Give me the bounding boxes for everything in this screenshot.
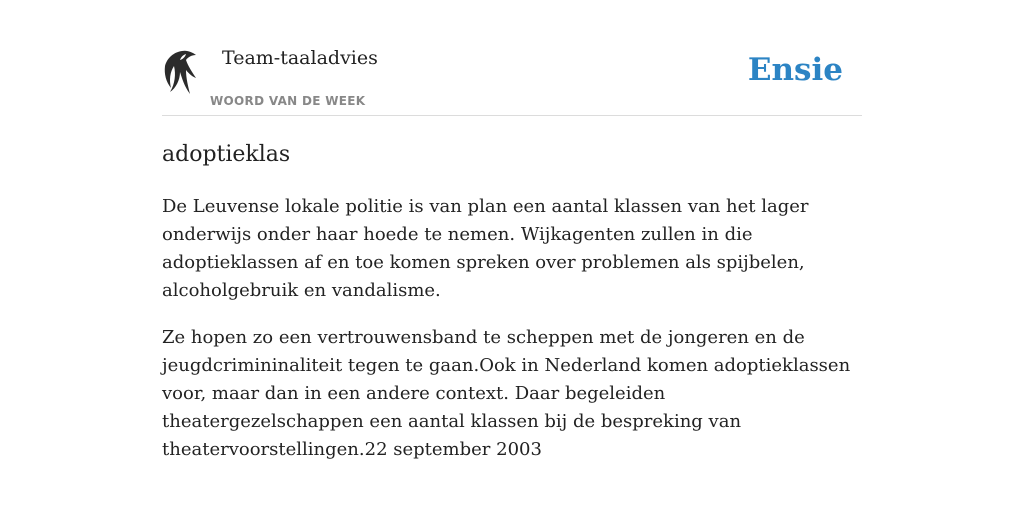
- flemish-lion-logo-icon: [162, 48, 198, 96]
- word-card: [162, 44, 862, 464]
- ensie-logo-link[interactable]: Ensie: [747, 52, 843, 88]
- entry-paragraph-2: Ze hopen zo een vertrouwensband te scheppen met de jongeren en de jeugdcrimininaliteit tegen te gaan.Ook in Nederland komen adoptieklassen voor, maar dan in een andere context. Daar begeleiden theatergezelschappen een aantal klassen bij de bespreking van theatervoorstellingen.22 september 2003: [162, 327, 851, 460]
- card-header: [162, 44, 862, 116]
- section-label: WOORD VAN DE WEEK: [210, 94, 366, 108]
- entry-paragraph-1: De Leuvense lokale politie is van plan een aantal klassen van het lager onderwijs onder haar hoede te nemen. Wijkagenten zullen in die adoptieklassen af en toe komen spreken over problemen als spijbelen, alcoholgebruik en vandalisme.: [162, 196, 809, 301]
- author-name: Team-taaladvies: [222, 47, 378, 69]
- entry-word: adoptieklas: [162, 142, 291, 167]
